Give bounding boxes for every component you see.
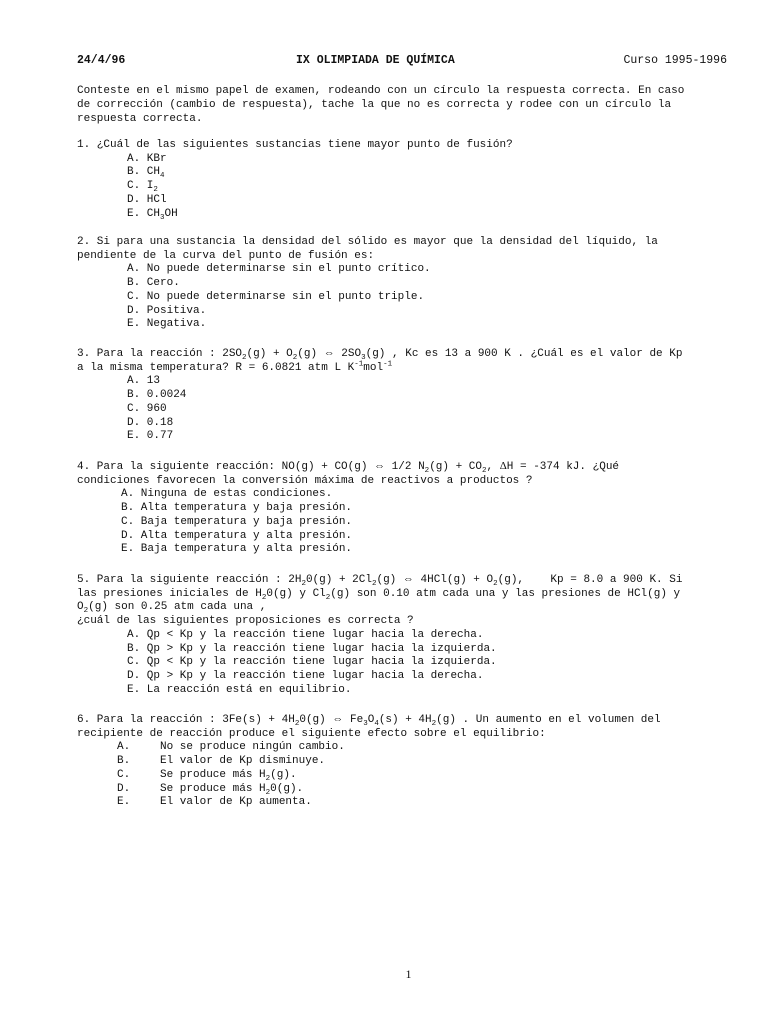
question-4-option-b[interactable]: B. Alta temperatura y baja presión.: [121, 502, 353, 515]
option-text: Se produce más H: [160, 782, 266, 795]
option-text: C. I: [127, 180, 154, 193]
question-1-option-a[interactable]: A. KBr: [127, 152, 167, 165]
option-text: 0(g).: [270, 782, 304, 795]
option-text: B. CH: [127, 166, 161, 179]
question-4: [77, 460, 729, 557]
text: 0(g): [299, 714, 333, 726]
course-year: Curso 1995-1996: [623, 54, 727, 67]
instructions-line: respuesta correcta.: [77, 113, 203, 125]
subscript: 2: [294, 720, 300, 729]
subscript: 3: [361, 354, 366, 363]
exam-title: IX OLIMPIADA DE QUÍMICA: [296, 54, 455, 67]
question-3-option-e[interactable]: E. 0.77: [127, 430, 174, 443]
question-2-text: pendiente de la curva del punto de fusión es:: [77, 249, 375, 262]
subscript: 3: [363, 720, 368, 729]
subscript: 2: [371, 580, 377, 589]
question-6: [77, 713, 729, 810]
question-6-option-e[interactable]: [77, 796, 729, 810]
instructions-line: de corrección (cambio de respuesta), tache la que no es correcta y rodee con un círculo la: [77, 99, 672, 111]
equilibrium-arrow-icon: ⇔: [402, 573, 414, 585]
exam-page: [77, 0, 727, 1024]
text: 6. Para la reacción : 3Fe(s) + 4H: [77, 714, 295, 726]
subscript: 2: [482, 467, 487, 476]
text: 4HCl(g) + O: [413, 574, 494, 586]
question-6-text: [77, 713, 729, 728]
question-5-option-e[interactable]: E. La reacción está en equilibrio.: [127, 683, 352, 696]
question-6-option-c[interactable]: [77, 769, 729, 783]
question-3-option-a[interactable]: A. 13: [127, 375, 161, 388]
question-5: [77, 573, 729, 697]
question-2-option-c[interactable]: C. No puede determinarse sin el punto triple.: [127, 290, 425, 303]
superscript: -1: [354, 360, 364, 369]
subscript: 2: [242, 354, 247, 363]
equilibrium-arrow-icon: ⇔: [374, 460, 386, 472]
text: (g): [376, 574, 403, 586]
question-2: [77, 236, 729, 332]
text: (g) son 0.10 atm cada una y las presiones de HCl(g) y: [330, 587, 681, 600]
subscript: 2: [493, 580, 498, 589]
equilibrium-arrow-icon: ⇔: [332, 713, 344, 725]
question-1-option-c[interactable]: [77, 180, 729, 194]
question-5-text: [77, 573, 729, 588]
text: (g) . Un aumento en el volumen del: [436, 714, 661, 726]
question-4-option-e[interactable]: E. Baja temperatura y alta presión.: [121, 543, 353, 556]
text: (g) , Kc es 13 a 900 K . ¿Cuál es el valor de Kp: [365, 348, 683, 360]
instructions-line: Conteste en el mismo papel de examen, rodeando con un círculo la respuesta correcta. En caso: [77, 85, 685, 97]
text: mol: [363, 361, 384, 374]
subscript: 4: [160, 172, 165, 181]
subscript: 3: [160, 213, 165, 222]
question-5-option-a[interactable]: A. Qp < Kp y la reacción tiene lugar hacia la derecha.: [127, 628, 484, 641]
subscript: 2: [261, 593, 267, 602]
option-label: A.: [117, 741, 131, 754]
question-4-option-d[interactable]: D. Alta temperatura y alta presión.: [121, 529, 353, 542]
subscript: 2: [83, 607, 89, 616]
question-4-option-a[interactable]: A. Ninguna de estas condiciones.: [121, 488, 333, 501]
question-6-option-d[interactable]: [77, 783, 729, 797]
question-3: [77, 347, 729, 444]
text: 4. Para la siguiente reacción: NO(g) + CO(g): [77, 461, 375, 473]
page-header: [77, 54, 727, 68]
text: O: [77, 601, 84, 614]
question-5-text: [77, 588, 729, 602]
question-4-text: [77, 460, 729, 475]
text: a la misma temperatura? R = 6.0821 atm L K: [77, 361, 355, 374]
question-1-text: 1. ¿Cuál de las siguientes sustancias tiene mayor punto de fusión?: [77, 139, 513, 151]
question-3-option-b[interactable]: B. 0.0024: [127, 389, 187, 402]
subscript: 2: [424, 467, 430, 476]
text: 5. Para la siguiente reacción : 2H: [77, 574, 302, 586]
question-1: [77, 139, 729, 221]
question-4-text: condiciones favorecen la conversión máxima de reactivos a productos ?: [77, 474, 533, 487]
option-label: B.: [117, 755, 131, 768]
question-6-option-b[interactable]: [77, 755, 729, 769]
question-1-option-b[interactable]: [77, 166, 729, 180]
text: Fe: [343, 714, 364, 726]
superscript: -1: [383, 360, 393, 369]
equilibrium-arrow-icon: ⇔: [323, 347, 335, 359]
question-2-option-b[interactable]: B. Cero.: [127, 277, 180, 290]
question-1-option-e[interactable]: [77, 208, 729, 222]
subscript: 2: [301, 580, 306, 589]
question-6-text: recipiente de reacción produce el siguiente efecto sobre el equilibrio:: [77, 727, 546, 740]
subscript: 4: [374, 720, 379, 729]
text: ,: [486, 461, 500, 473]
text: O: [367, 714, 375, 726]
text: (g) + CO: [429, 461, 482, 473]
option-text: E. CH: [127, 207, 161, 220]
question-5-option-d[interactable]: D. Qp > Kp y la reacción tiene lugar hacia la derecha.: [127, 669, 484, 682]
question-5-text: ¿cuál de las siguientes proposiciones es correcta ?: [77, 615, 414, 628]
text: (s) + 4H: [378, 714, 432, 726]
text: 2SO: [334, 348, 362, 360]
instructions: [77, 84, 727, 126]
text: 1/2 N: [385, 461, 425, 473]
exam-date: 24/4/96: [77, 54, 126, 67]
option-text: El valor de Kp disminuye.: [160, 755, 326, 768]
question-4-option-c[interactable]: C. Baja temperatura y baja presión.: [121, 515, 353, 528]
subscript: 2: [325, 593, 331, 602]
option-text: El valor de Kp aumenta.: [160, 796, 312, 809]
text: (g): [297, 348, 324, 360]
page-number: 1: [405, 967, 412, 981]
question-3-text: [77, 347, 729, 362]
text: 0(g) + 2Cl: [305, 574, 372, 586]
question-1-option-d[interactable]: D. HCl: [127, 193, 167, 206]
text: 0(g) y Cl: [266, 587, 326, 600]
text: (g) + O: [246, 348, 293, 360]
subscript: 2: [292, 354, 298, 363]
question-3-option-d[interactable]: D. 0.18: [127, 416, 174, 429]
subscript: 2: [431, 720, 437, 729]
question-6-option-a[interactable]: [77, 741, 729, 755]
subscript: 2: [265, 775, 271, 783]
delta-symbol: Δ: [499, 460, 507, 472]
option-text: (g).: [270, 768, 297, 781]
text: H = -374 kJ. ¿Qué: [506, 461, 620, 473]
question-3-text: [77, 362, 729, 376]
text: (g) son 0.25 atm cada una ,: [88, 601, 267, 614]
option-text: OH: [164, 207, 178, 220]
option-label: C.: [117, 768, 131, 781]
subscript: 2: [265, 788, 271, 797]
text: las presiones iniciales de H: [77, 587, 262, 600]
option-label: E.: [117, 796, 131, 809]
question-2-option-d[interactable]: D. Positiva.: [127, 304, 207, 317]
text: (g), Kp = 8.0 a 900 K. Si: [497, 574, 683, 586]
question-2-text: 2. Si para una sustancia la densidad del sólido es mayor que la densidad del líquido, la: [77, 236, 658, 248]
option-label: D.: [117, 782, 131, 795]
question-5-option-b[interactable]: B. Qp > Kp y la reacción tiene lugar hacia la izquierda.: [127, 642, 497, 655]
subscript: 2: [153, 186, 158, 195]
question-2-option-a[interactable]: A. No puede determinarse sin el punto crítico.: [127, 263, 431, 276]
question-5-option-c[interactable]: C. Qp < Kp y la reacción tiene lugar hacia la izquierda.: [127, 656, 497, 669]
text: 3. Para la reacción : 2SO: [77, 348, 243, 360]
question-2-option-e[interactable]: E. Negativa.: [127, 318, 207, 331]
option-text: No se produce ningún cambio.: [160, 741, 345, 754]
question-5-text: [77, 601, 729, 615]
option-text: Se produce más H: [160, 768, 266, 781]
question-3-option-c[interactable]: C. 960: [127, 402, 167, 415]
